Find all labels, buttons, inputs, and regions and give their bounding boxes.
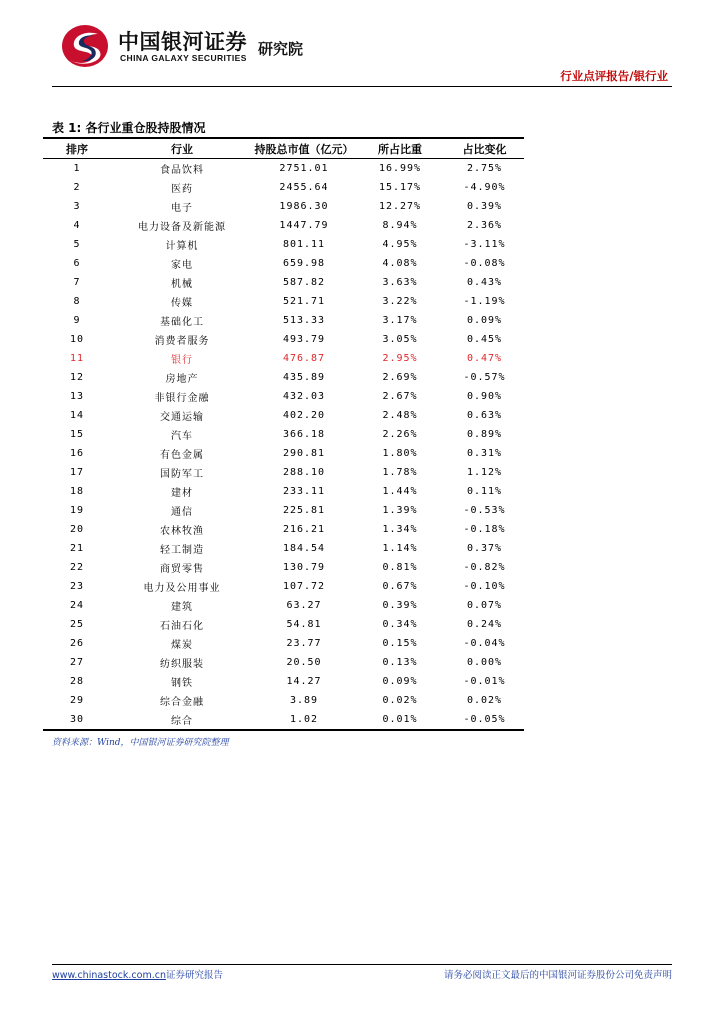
cell-share: 0.09%	[382, 676, 418, 687]
table-row	[43, 634, 524, 653]
cell-share: 1.14%	[382, 543, 418, 554]
cell-share: 0.81%	[382, 562, 418, 573]
cell-share: 15.17%	[378, 182, 422, 193]
table-row	[43, 273, 524, 292]
cell-share-change: 0.00%	[466, 657, 503, 668]
cell-market-value: 1.02	[253, 710, 355, 730]
cell-rank: 6	[73, 258, 81, 269]
cell-rank: 29	[69, 695, 85, 706]
cell-rank: 18	[69, 486, 85, 497]
cell-industry: 非银行金融	[154, 393, 210, 404]
cell-share-change: -0.53%	[463, 505, 506, 516]
cell-rank: 12	[69, 372, 85, 383]
cell-market-value: 402.20	[282, 410, 326, 421]
cell-share-change: 0.24%	[466, 619, 503, 630]
cell-industry: 传媒	[171, 298, 193, 309]
source-note: 资料来源：Wind，中国银河证券研究院整理	[52, 738, 229, 748]
table-body	[43, 159, 524, 731]
cell-rank: 28	[69, 676, 85, 687]
table-row	[43, 539, 524, 558]
cell-share: 0.67%	[382, 581, 418, 592]
cell-rank: 26	[69, 638, 85, 649]
cell-share-change: 2.36%	[466, 220, 503, 231]
cell-rank: 23	[69, 581, 85, 592]
cell-share-change: -0.08%	[463, 258, 506, 269]
footer-left	[52, 967, 223, 981]
cell-industry: 轻工制造	[160, 545, 204, 556]
cell-share-change: -0.05%	[445, 710, 524, 730]
cell-share: 4.08%	[382, 258, 418, 269]
cell-industry: 通信	[171, 507, 193, 518]
cell-industry: 计算机	[165, 241, 199, 252]
cell-rank: 5	[73, 239, 81, 250]
cell-industry: 建筑	[171, 602, 193, 613]
cell-market-value: 1447.79	[279, 220, 329, 231]
column-header-industry: 行业	[111, 138, 253, 159]
table-row	[43, 216, 524, 235]
cell-share-change: 0.31%	[466, 448, 503, 459]
cell-share: 12.27%	[378, 201, 422, 212]
cell-rank: 11	[69, 353, 85, 364]
cell-market-value: 130.79	[282, 562, 326, 573]
cell-market-value: 184.54	[282, 543, 326, 554]
cell-share-change: 0.39%	[466, 201, 503, 212]
cell-rank: 30	[43, 710, 111, 730]
table-row	[43, 349, 524, 368]
cell-industry: 银行	[171, 355, 193, 366]
column-header-share: 所占比重	[355, 138, 445, 159]
table-row	[43, 387, 524, 406]
cell-industry: 电子	[171, 203, 193, 214]
report-type-label: 行业点评报告/银行业	[560, 69, 668, 83]
cell-industry: 汽车	[171, 431, 193, 442]
cell-share: 1.78%	[382, 467, 418, 478]
cell-industry: 电力设备及新能源	[138, 222, 226, 233]
cell-rank: 24	[69, 600, 85, 611]
cell-industry: 农林牧渔	[160, 526, 204, 537]
company-logo	[60, 22, 330, 70]
cell-rank: 16	[69, 448, 85, 459]
footer-divider	[52, 964, 672, 965]
cell-industry: 煤炭	[171, 640, 193, 651]
cell-industry: 建材	[171, 488, 193, 499]
cell-share-change: -3.11%	[463, 239, 506, 250]
cell-rank: 20	[69, 524, 85, 535]
table-row	[43, 311, 524, 330]
cell-share: 3.22%	[382, 296, 418, 307]
table-row	[43, 425, 524, 444]
table-row	[43, 691, 524, 710]
cell-rank: 7	[73, 277, 81, 288]
galaxy-logo-icon	[60, 22, 110, 70]
table-row	[43, 520, 524, 539]
cell-industry: 纺织服装	[160, 659, 204, 670]
cell-market-value: 23.77	[286, 638, 322, 649]
cell-industry: 医药	[171, 184, 193, 195]
cell-rank: 9	[73, 315, 81, 326]
logo-institute-label: 研究院	[258, 40, 304, 58]
cell-rank: 25	[69, 619, 85, 630]
cell-share-change: -0.10%	[463, 581, 506, 592]
cell-industry: 交通运输	[160, 412, 204, 423]
header-divider	[52, 86, 672, 87]
cell-share-change: 0.90%	[466, 391, 503, 402]
cell-market-value: 493.79	[282, 334, 326, 345]
table-row	[43, 558, 524, 577]
table-header-row	[43, 138, 524, 159]
cell-market-value: 63.27	[286, 600, 322, 611]
cell-share: 0.13%	[382, 657, 418, 668]
cell-share: 0.34%	[382, 619, 418, 630]
cell-share: 3.63%	[382, 277, 418, 288]
cell-share-change: -0.57%	[463, 372, 506, 383]
holdings-table	[43, 137, 524, 731]
cell-market-value: 107.72	[282, 581, 326, 592]
cell-share: 2.69%	[382, 372, 418, 383]
cell-rank: 8	[73, 296, 81, 307]
table-row	[43, 197, 524, 216]
cell-market-value: 432.03	[282, 391, 326, 402]
cell-rank: 27	[69, 657, 85, 668]
table-row	[43, 254, 524, 273]
table-row	[43, 444, 524, 463]
cell-share-change: -0.82%	[463, 562, 506, 573]
cell-industry: 基础化工	[160, 317, 204, 328]
cell-share: 1.34%	[382, 524, 418, 535]
cell-industry: 国防军工	[160, 469, 204, 480]
cell-share: 16.99%	[378, 163, 422, 174]
cell-share: 3.17%	[382, 315, 418, 326]
cell-rank: 21	[69, 543, 85, 554]
cell-rank: 14	[69, 410, 85, 421]
table-row	[43, 406, 524, 425]
cell-share: 2.26%	[382, 429, 418, 440]
cell-rank: 4	[73, 220, 81, 231]
cell-share-change: 0.37%	[466, 543, 503, 554]
disclaimer-note: 请务必阅读正文最后的中国银河证券股份公司免责声明	[443, 970, 672, 981]
cell-market-value: 587.82	[282, 277, 326, 288]
cell-market-value: 54.81	[286, 619, 322, 630]
cell-share-change: 0.07%	[466, 600, 503, 611]
column-header-share-change: 占比变化	[445, 138, 524, 159]
footer-report-label: 证券研究报告	[165, 970, 223, 981]
cell-market-value: 216.21	[282, 524, 326, 535]
cell-industry: 机械	[171, 279, 193, 290]
cell-industry: 家电	[171, 260, 193, 271]
cell-market-value: 513.33	[282, 315, 326, 326]
cell-industry: 综合	[111, 710, 253, 730]
table-row	[43, 596, 524, 615]
cell-rank: 17	[69, 467, 85, 478]
cell-share-change: 1.12%	[466, 467, 503, 478]
cell-share-change: 0.02%	[466, 695, 503, 706]
cell-industry: 商贸零售	[160, 564, 204, 575]
cell-share: 2.48%	[382, 410, 418, 421]
table-row	[43, 615, 524, 634]
cell-market-value: 801.11	[282, 239, 326, 250]
table-row	[43, 235, 524, 254]
cell-market-value: 1986.30	[279, 201, 329, 212]
cell-rank: 22	[69, 562, 85, 573]
cell-market-value: 366.18	[282, 429, 326, 440]
cell-rank: 13	[69, 391, 85, 402]
cell-share-change: -4.90%	[463, 182, 506, 193]
cell-share: 3.05%	[382, 334, 418, 345]
cell-market-value: 3.89	[289, 695, 319, 706]
cell-share-change: 0.09%	[466, 315, 503, 326]
cell-share-change: -0.01%	[463, 676, 506, 687]
cell-share-change: 0.89%	[466, 429, 503, 440]
cell-rank: 19	[69, 505, 85, 516]
cell-market-value: 225.81	[282, 505, 326, 516]
cell-rank: 2	[73, 182, 81, 193]
cell-industry: 有色金属	[160, 450, 204, 461]
cell-industry: 钢铁	[171, 678, 193, 689]
cell-share-change: -0.18%	[463, 524, 506, 535]
cell-market-value: 14.27	[286, 676, 322, 687]
cell-share: 1.80%	[382, 448, 418, 459]
cell-market-value: 435.89	[282, 372, 326, 383]
column-header-rank: 排序	[43, 138, 111, 159]
cell-market-value: 233.11	[282, 486, 326, 497]
cell-share-change: 2.75%	[466, 163, 503, 174]
table-row	[43, 159, 524, 179]
cell-market-value: 290.81	[282, 448, 326, 459]
cell-market-value: 20.50	[286, 657, 322, 668]
logo-english-name: CHINA GALAXY SECURITIES	[120, 53, 247, 63]
table-row	[43, 653, 524, 672]
table-row	[43, 501, 524, 520]
cell-industry: 综合金融	[160, 697, 204, 708]
cell-industry: 房地产	[165, 374, 199, 385]
cell-share-change: 0.11%	[466, 486, 503, 497]
cell-share: 8.94%	[382, 220, 418, 231]
cell-rank: 15	[69, 429, 85, 440]
cell-share: 0.15%	[382, 638, 418, 649]
cell-share-change: 0.43%	[466, 277, 503, 288]
column-header-market-value: 持股总市值（亿元）	[253, 138, 355, 159]
table-row	[43, 672, 524, 691]
cell-market-value: 521.71	[282, 296, 326, 307]
cell-industry: 食品饮料	[160, 165, 204, 176]
cell-industry: 电力及公用事业	[143, 583, 221, 594]
website-link[interactable]: www.chinastock.com.cn	[52, 970, 166, 981]
cell-share: 0.39%	[382, 600, 418, 611]
cell-rank: 3	[73, 201, 81, 212]
cell-share: 0.01%	[355, 710, 445, 730]
table-row	[43, 463, 524, 482]
cell-market-value: 2751.01	[279, 163, 329, 174]
cell-rank: 1	[73, 163, 81, 174]
cell-rank: 10	[69, 334, 85, 345]
table-row	[43, 577, 524, 596]
cell-share-change: 0.63%	[466, 410, 503, 421]
cell-market-value: 476.87	[282, 353, 326, 364]
table-row	[43, 482, 524, 501]
table-row	[43, 178, 524, 197]
table-row	[43, 368, 524, 387]
cell-share: 2.95%	[382, 353, 418, 364]
cell-industry: 消费者服务	[154, 336, 210, 347]
logo-chinese-name: 中国银河证券	[118, 30, 247, 54]
table-row	[43, 710, 524, 730]
cell-market-value: 288.10	[282, 467, 326, 478]
cell-share: 1.44%	[382, 486, 418, 497]
table-row	[43, 292, 524, 311]
cell-market-value: 659.98	[282, 258, 326, 269]
cell-share: 0.02%	[382, 695, 418, 706]
table-title: 表 1: 各行业重仓股持股情况	[52, 121, 206, 135]
cell-industry: 石油石化	[160, 621, 204, 632]
cell-share-change: 0.45%	[466, 334, 503, 345]
table-row	[43, 330, 524, 349]
cell-share: 2.67%	[382, 391, 418, 402]
cell-share: 1.39%	[382, 505, 418, 516]
cell-market-value: 2455.64	[279, 182, 329, 193]
cell-share-change: -0.04%	[463, 638, 506, 649]
cell-share-change: -1.19%	[463, 296, 506, 307]
cell-share-change: 0.47%	[466, 353, 503, 364]
cell-share: 4.95%	[382, 239, 418, 250]
